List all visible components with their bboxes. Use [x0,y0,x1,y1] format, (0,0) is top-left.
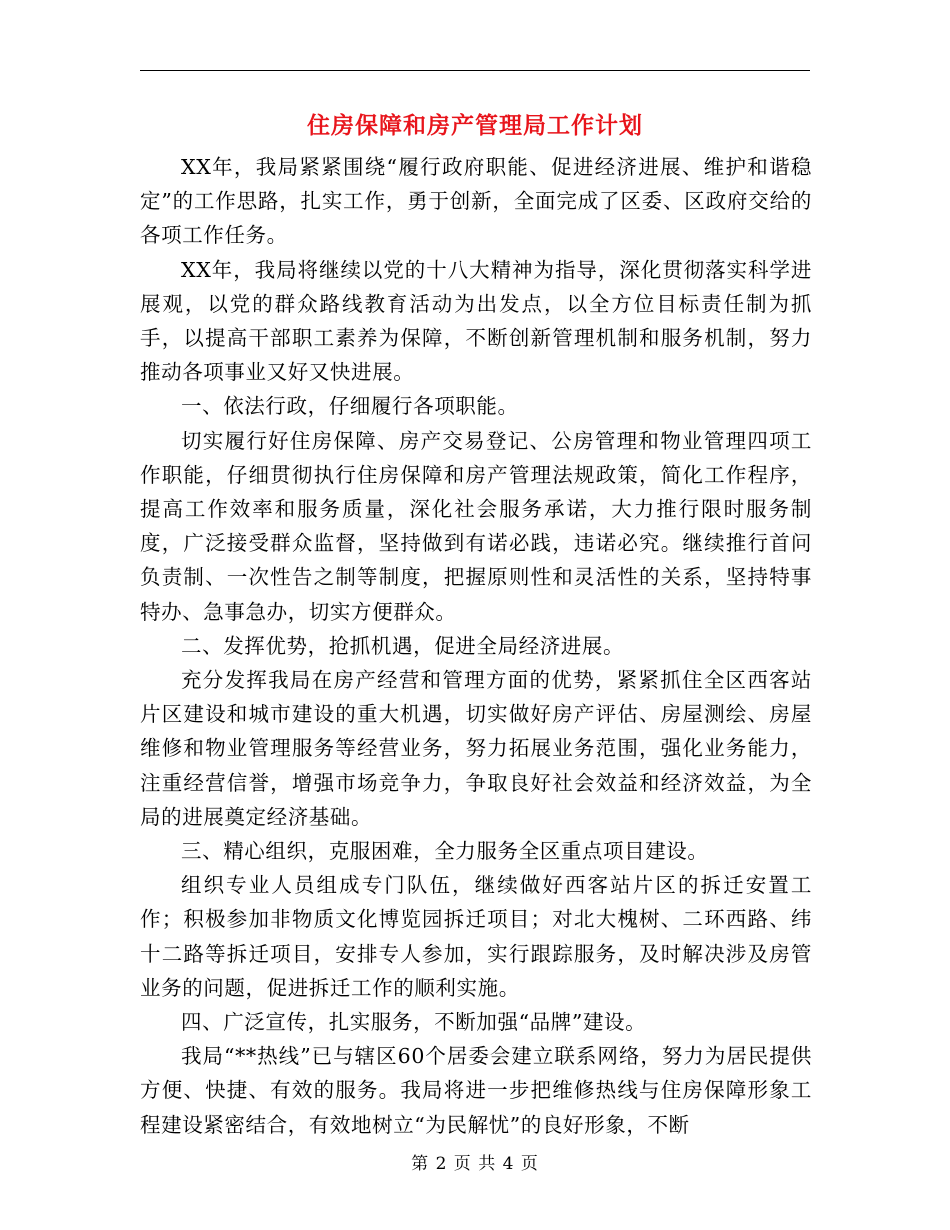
paragraph-intro: XX年，我局紧紧围绕“履行政府职能、促进经济进展、维护和谐稳定”的工作思路，扎实工作，勇于创新，全面完成了区委、区政府交给的各项工作任务。 [140,155,812,248]
section-heading-2: 二、发挥优势，抢抓机遇，促进全局经济进展。 [181,633,625,658]
document-body [140,150,812,1142]
paragraph-section-4: 我局“**热线”已与辖区60个居委会建立联系网络，努力为居民提供方便、快捷、有效的服务。我局将进一步把维修热线与住房保障形象工程建设紧密结合，有效地树立“为民解忧”的良好形象，不断 [140,1044,812,1137]
paragraph-section-2: 充分发挥我局在房产经营和管理方面的优势，紧紧抓住全区西客站片区建设和城市建设的重大机遇，切实做好房产评估、房屋测绘、房屋维修和物业管理服务等经营业务，努力拓展业务范围，强化业务能力，注重经营信誉，增强市场竞争力，争取良好社会效益和经济效益，为全局的进展奠定经济基础。 [140,668,812,829]
page-number: 第 2 页 共 4 页 [411,1154,539,1174]
paragraph-section-1: 切实履行好住房保障、房产交易登记、公房管理和物业管理四项工作职能，仔细贯彻执行住房保障和房产管理法规政策，简化工作程序，提高工作效率和服务质量，深化社会服务承诺，大力推行限时服务制度，广泛接受群众监督，坚持做到有诺必践，违诺必究。继续推行首问负责制、一次性告之制等制度，把握原则性和灵活性的关系，坚持特事特办、急事急办，切实方便群众。 [140,428,812,624]
section-heading-4: 四、广泛宣传，扎实服务，不断加强“品牌”建设。 [181,1010,647,1035]
paragraph-section-3: 组织专业人员组成专门队伍，继续做好西客站片区的拆迁安置工作；积极参加非物质文化博览园拆迁项目；对北大槐树、二环西路、纬十二路等拆迁项目，安排专人参加，实行跟踪服务，及时解决涉及房管业务的问题，促进拆迁工作的顺利实施。 [140,873,812,1000]
section-heading-1: 一、依法行政，仔细履行各项职能。 [181,394,519,419]
header-rule [140,70,810,71]
paragraph-plan-overview: XX年，我局将继续以党的十八大精神为指导，深化贯彻落实科学进展观，以党的群众路线教育活动为出发点，以全方位目标责任制为抓手，以提高干部职工素养为保障，不断创新管理机制和服务机制，努力推动各项事业又好又快进展。 [140,257,812,385]
section-heading-3: 三、精心组织，克服困难，全力服务全区重点项目建设。 [181,839,709,864]
document-title: 住房保障和房产管理局工作计划 [307,112,643,139]
